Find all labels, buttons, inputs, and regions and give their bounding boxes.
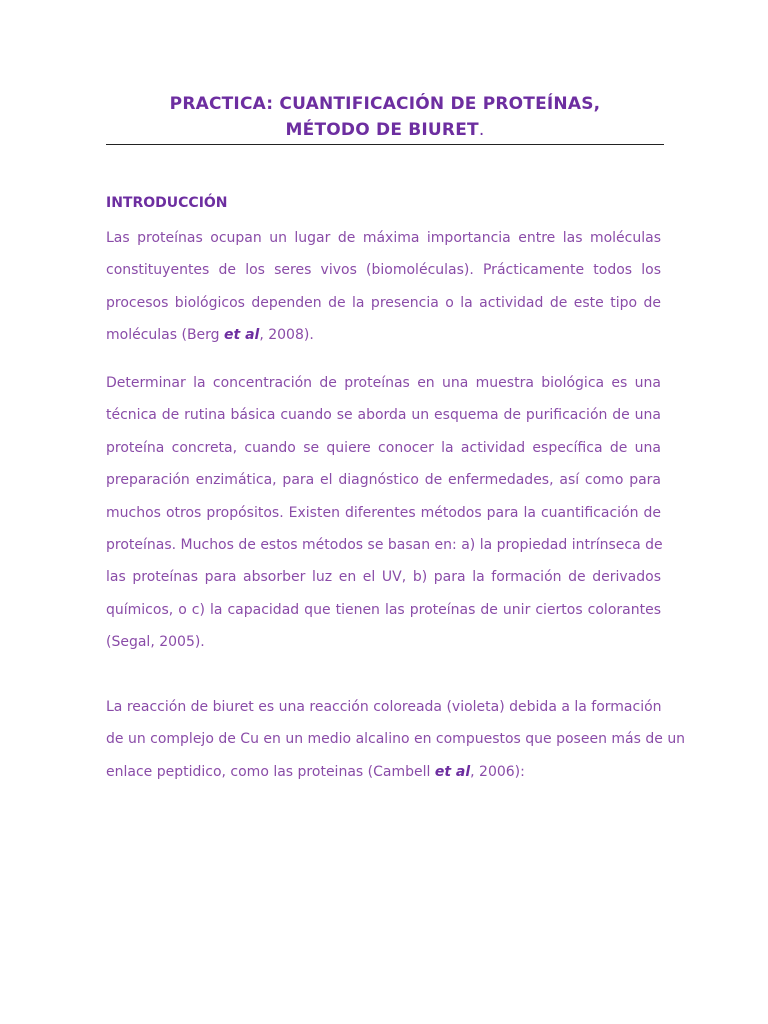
title-line-2-period: .	[478, 120, 485, 140]
paragraph-2	[106, 367, 661, 659]
paragraph-3	[106, 691, 686, 788]
citation-pre: enlace peptidico, como las proteinas (Cambell	[106, 763, 435, 780]
citation-et-al: et al	[224, 327, 260, 344]
document-title	[106, 91, 664, 143]
paragraph-line: (Segal, 2005).	[106, 634, 205, 651]
citation-et-al: et al	[434, 763, 471, 780]
title-divider	[106, 144, 664, 145]
paragraph-line: procesos biológicos dependen de la presencia o la actividad de este tipo de	[106, 294, 661, 311]
paragraph-line: Las proteínas ocupan un lugar de máxima importancia entre las moléculas	[106, 230, 661, 246]
paragraph-line: preparación enzimática, para el diagnóstico de enfermedades, así como para	[106, 472, 661, 489]
citation-post: , 2006):	[470, 763, 525, 780]
paragraph-1	[106, 222, 661, 352]
paragraph-line	[106, 756, 661, 788]
section-heading-introduccion: INTRODUCCIÓN	[106, 195, 228, 211]
title-line-1: PRACTICA: CUANTIFICACIÓN DE PROTEÍNAS,	[169, 94, 601, 114]
paragraph-line: de un complejo de Cu en un medio alcalino en compuestos que poseen más de un	[106, 731, 686, 748]
title-line-2	[106, 117, 664, 143]
paragraph-line: las proteínas para absorber luz en el UV, b) para la formación de derivados	[106, 569, 661, 586]
paragraph-line: proteína concreta, cuando se quiere conocer la actividad específica de una	[106, 439, 661, 456]
paragraph-line	[106, 319, 661, 351]
paragraph-line: Determinar la concentración de proteínas en una muestra biológica es una	[106, 375, 661, 391]
paragraph-line: muchos otros propósitos. Existen diferentes métodos para la cuantificación de	[106, 504, 661, 521]
citation-post: , 2008).	[259, 327, 314, 344]
paragraph-line: químicos, o c) la capacidad que tienen las proteínas de unir ciertos colorantes	[106, 601, 661, 618]
paragraph-line: constituyentes de los seres vivos (biomoléculas). Prácticamente todos los	[106, 262, 661, 279]
paragraph-line: La reacción de biuret es una reacción coloreada (violeta) debida a la formación	[106, 699, 662, 715]
title-line-2-text: MÉTODO DE BIURET	[285, 120, 479, 140]
paragraph-line: proteínas. Muchos de estos métodos se basan en: a) la propiedad intrínseca de	[106, 536, 663, 553]
citation-pre: moléculas (Berg	[106, 327, 225, 344]
paragraph-line: técnica de rutina básica cuando se aborda un esquema de purificación de una	[106, 407, 661, 424]
